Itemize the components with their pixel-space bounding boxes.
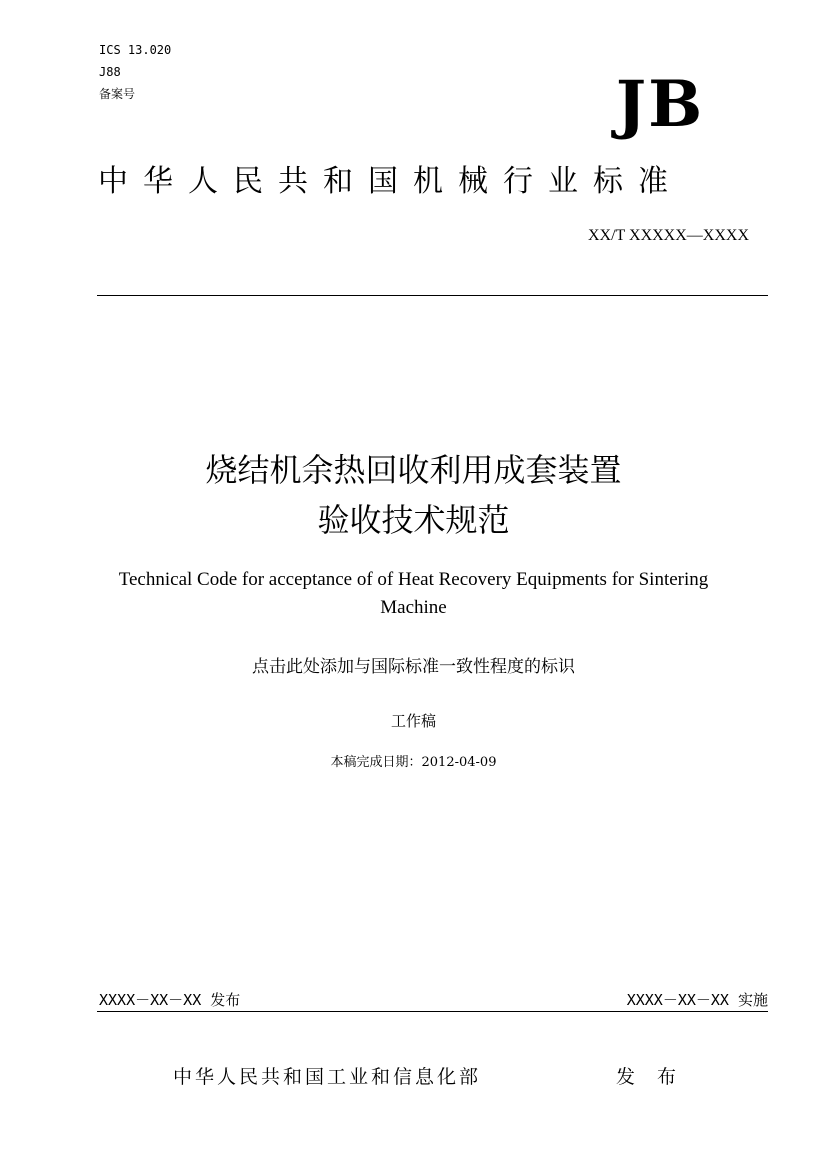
document-title-en: Technical Code for acceptance of of Heat Recovery Equipments for Sintering Machine: [118, 569, 709, 618]
ics-code: ICS 13.020: [99, 43, 172, 57]
top-divider: [97, 295, 768, 296]
record-number-label: 备案号: [99, 87, 136, 101]
standard-type-title: 中华人民共和国机械行业标准: [98, 164, 683, 199]
publisher-name: 中华人民共和国工业和信息化部: [173, 1066, 482, 1088]
implementation-date: XXXX－XX－XX 实施: [626, 991, 768, 1009]
jb-logo: JB: [615, 67, 705, 142]
standard-code: XX/T XXXXX—XXXX: [587, 227, 749, 244]
completion-date: 本稿完成日期：2012-04-09: [330, 755, 497, 770]
release-date: XXXX－XX－XX 发布: [99, 991, 241, 1009]
classification-code: J88: [99, 65, 121, 79]
bottom-divider: [97, 1011, 768, 1012]
draft-status: 工作稿: [390, 712, 436, 730]
publish-label: 发 布: [616, 1066, 685, 1088]
document-title-zh-line1: 烧结机余热回收利用成套装置: [205, 451, 622, 489]
document-title-zh-line2: 验收技术规范: [317, 501, 510, 539]
consistency-mark-placeholder[interactable]: 点击此处添加与国际标准一致性程度的标识: [252, 657, 575, 677]
